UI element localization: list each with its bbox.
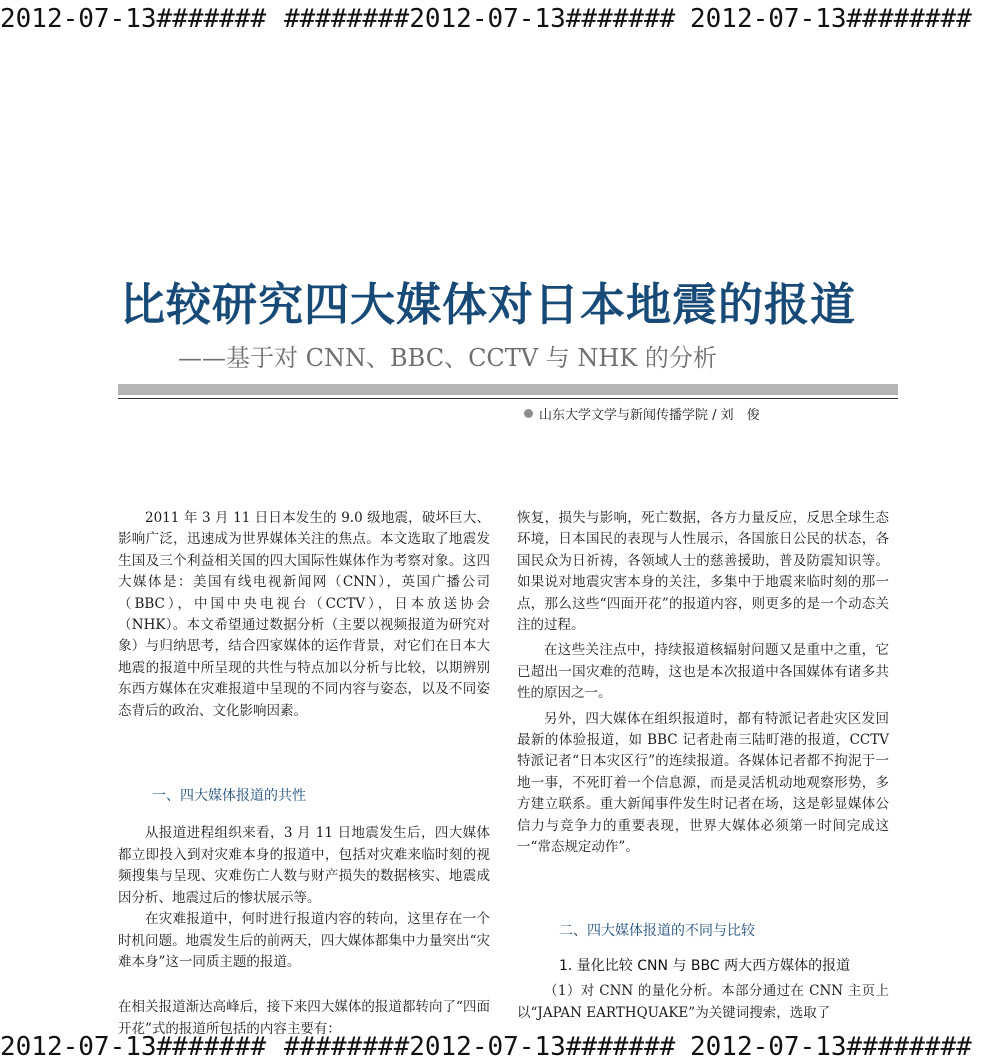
- right-column: [517, 508, 889, 1028]
- intro-paragraph: 2011 年 3 月 11 日日本发生的 9.0 级地震，破坏巨大、影响广泛，迅速成为世界媒体关注的焦点。本文选取了地震发生国及三个利益相关国的四大国际性媒体作为考察对象。这四大媒体是：美国有线电视新闻网（CNN），英国广播公司（BBC），中国中央电视台（CCTV），日本放送协会（NHK）。本文希望通过数据分析（主要以视频报道为研究对象）与归纳思考，结合四家媒体的运作背景，对它们在日本大地震的报道中所呈现的共性与特点加以分析与比较，以期辨别东西方媒体在灾难报道中呈现的不同内容与姿态，以及不同姿态背后的政治、文化影响因素。: [118, 510, 490, 719]
- timestamp-stamp: 2012-07-13#######: [0, 1032, 267, 1062]
- body-paragraph: 在灾难报道中，何时进行报道内容的转向，这里存在一个时机问题。地震发生后的前两天，四大媒体都集中力量突出“灾难本身”这一同质主题的报道。: [118, 911, 490, 970]
- timestamp-stamp: 2012-07-13########: [690, 4, 972, 34]
- body-paragraph: 恢复，损失与影响，死亡数据，各方力量反应，反思全球生态环境，日本国民的表现与人性展示，各国旅日公民的状态，各国民众为日祈祷，各领域人士的慈善援助，普及防震知识等。如果说对地震灾害本身的关注，多集中于地震来临时刻的那一点，那么这些“四面开花”的报道内容，则更多的是一个动态关注的过程。: [517, 510, 889, 634]
- bullet-icon: [524, 409, 533, 418]
- title-rule: [118, 398, 898, 399]
- body-paragraph: 在这些关注点中，持续报道核辐射问题又是重中之重，它已超出一国灾难的范畴，这也是本次报道中各国媒体有诸多共性的原因之一。: [517, 642, 889, 702]
- timestamp-stamp: 2012-07-13#######: [0, 4, 267, 34]
- timestamp-stamp: ########2012-07-13#######: [284, 4, 676, 34]
- timestamp-stamp: ########2012-07-13#######: [284, 1032, 676, 1062]
- article-subtitle: ——基于对 CNN、BBC、CCTV 与 NHK 的分析: [178, 344, 717, 372]
- timestamp-stamp: 2012-07-13########: [690, 1032, 972, 1062]
- title-band: [118, 384, 898, 395]
- subsection-heading: 1. 量化比较 CNN 与 BBC 两大西方媒体的报道: [559, 957, 851, 974]
- body-paragraph: （1）对 CNN 的量化分析。本部分通过在 CNN 主页上以“JAPAN EARTHQUAKE”为关键词搜索，选取了: [517, 983, 889, 1021]
- section-heading-2: 二、四大媒体报道的不同与比较: [559, 922, 755, 939]
- byline: [524, 404, 760, 423]
- body-paragraph: 另外，四大媒体在组织报道时，都有特派记者赴灾区发回最新的体验报道，如 BBC 记者赴南三陆町港的报道，CCTV 特派记者“日本灾区行”的连续报道。各媒体记者都不拘泥于一地一事，不死盯着一个信息源，而是灵活机动地观察形势，多方建立联系。重大新闻事件发生时记者在场，这是彰显媒体公信力与竞争力的重要表现，世界大媒体必须第一时间完成这一“常态规定动作”。: [517, 710, 889, 856]
- timestamp-watermark-top: [0, 4, 994, 34]
- article-title: 比较研究四大媒体对日本地震的报道: [120, 278, 857, 331]
- timestamp-watermark-bottom: [0, 1032, 994, 1062]
- body-paragraph: 从报道进程组织来看，3 月 11 日地震发生后，四大媒体都立即投入到对灾难本身的报道中，包括对灾难来临时刻的视频搜集与呈现、灾难伤亡人数与财产损失的数据核实、地震成因分析、地震过后的惨状展示等。: [118, 825, 490, 906]
- byline-text: 山东大学文学与新闻传播学院 / 刘 俊: [539, 408, 760, 423]
- left-column: [118, 508, 490, 1037]
- body-paragraph: 在相关报道渐达高峰后，接下来四大媒体的报道都转向了“四面开花”式的报道所包括的内容主要有：: [118, 999, 490, 1037]
- section-heading-1: 一、四大媒体报道的共性: [152, 788, 306, 805]
